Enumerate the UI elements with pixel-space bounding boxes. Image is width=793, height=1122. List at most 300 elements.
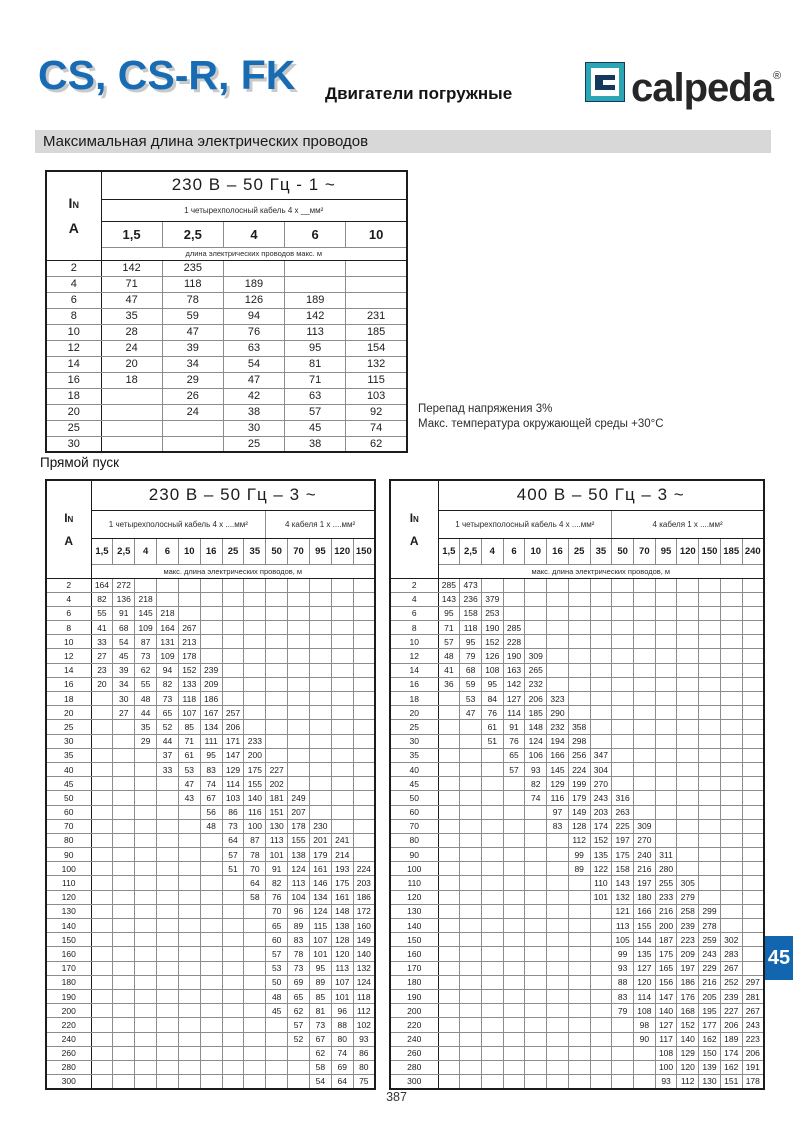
length-value-cell: 224 xyxy=(353,862,375,876)
length-value-cell: 278 xyxy=(699,919,721,933)
length-value-cell xyxy=(481,919,503,933)
length-value-cell xyxy=(677,621,699,635)
length-value-cell xyxy=(481,748,503,762)
length-value-cell xyxy=(113,819,135,833)
table-row xyxy=(390,692,764,706)
length-value-cell xyxy=(568,635,590,649)
length-value-cell xyxy=(222,1075,244,1089)
length-value-cell xyxy=(331,635,353,649)
length-value-cell xyxy=(288,692,310,706)
length-value-cell xyxy=(331,777,353,791)
length-value-cell xyxy=(547,904,569,918)
current-value-cell: 8 xyxy=(46,308,101,324)
length-value-cell: 101 xyxy=(331,989,353,1003)
length-value-cell xyxy=(547,663,569,677)
length-value-cell: 127 xyxy=(503,692,525,706)
length-value-cell xyxy=(222,649,244,663)
length-value-cell xyxy=(720,848,742,862)
length-value-cell xyxy=(720,791,742,805)
length-value-cell: 118 xyxy=(162,276,223,292)
length-value-cell: 29 xyxy=(162,372,223,388)
table-row xyxy=(46,635,375,649)
length-value-cell: 95 xyxy=(309,961,331,975)
length-value-cell xyxy=(331,692,353,706)
current-value-cell: 130 xyxy=(46,904,91,918)
length-value-cell xyxy=(525,819,547,833)
table-row xyxy=(390,805,764,819)
length-value-cell: 178 xyxy=(288,819,310,833)
length-value-cell xyxy=(200,578,222,592)
length-value-cell xyxy=(135,1060,157,1074)
length-value-cell xyxy=(222,890,244,904)
length-value-cell xyxy=(590,734,612,748)
length-value-cell xyxy=(547,876,569,890)
length-value-cell xyxy=(460,947,482,961)
length-value-cell: 114 xyxy=(222,777,244,791)
length-value-cell xyxy=(222,1004,244,1018)
length-value-cell xyxy=(178,606,200,620)
length-value-cell: 473 xyxy=(460,578,482,592)
length-value-cell xyxy=(353,578,375,592)
length-value-cell xyxy=(113,748,135,762)
length-value-cell: 140 xyxy=(244,791,266,805)
length-value-cell: 83 xyxy=(547,819,569,833)
length-value-cell xyxy=(244,904,266,918)
length-value-cell: 59 xyxy=(460,677,482,691)
length-value-cell xyxy=(288,677,310,691)
length-value-cell: 67 xyxy=(309,1032,331,1046)
length-value-cell xyxy=(612,1046,634,1060)
length-value-cell: 103 xyxy=(346,388,407,404)
length-value-cell xyxy=(200,1032,222,1046)
length-value-cell xyxy=(720,649,742,663)
length-value-cell: 150 xyxy=(699,1046,721,1060)
length-value-cell xyxy=(568,890,590,904)
length-value-cell xyxy=(244,578,266,592)
length-value-cell xyxy=(612,706,634,720)
length-value-cell xyxy=(503,805,525,819)
length-value-cell xyxy=(91,933,113,947)
length-value-cell: 82 xyxy=(157,677,179,691)
length-value-cell: 71 xyxy=(285,372,346,388)
length-value-cell: 33 xyxy=(91,635,113,649)
length-value-cell: 311 xyxy=(655,848,677,862)
length-value-cell: 109 xyxy=(135,621,157,635)
length-value-cell: 58 xyxy=(244,890,266,904)
length-value-cell: 197 xyxy=(677,961,699,975)
length-value-cell: 316 xyxy=(612,791,634,805)
length-value-cell xyxy=(460,890,482,904)
length-value-cell: 71 xyxy=(438,621,460,635)
length-value-cell: 26 xyxy=(162,388,223,404)
length-value-cell xyxy=(438,819,460,833)
length-value-cell xyxy=(677,720,699,734)
length-value-cell xyxy=(135,805,157,819)
length-value-cell: 99 xyxy=(612,947,634,961)
length-value-cell: 64 xyxy=(331,1075,353,1089)
length-value-cell: 189 xyxy=(720,1032,742,1046)
length-value-cell: 200 xyxy=(655,919,677,933)
length-value-cell xyxy=(178,933,200,947)
length-value-cell xyxy=(481,1018,503,1032)
length-value-cell xyxy=(353,805,375,819)
length-value-cell xyxy=(742,890,764,904)
length-value-cell xyxy=(590,904,612,918)
length-value-cell: 126 xyxy=(223,292,284,308)
length-value-cell: 142 xyxy=(503,677,525,691)
length-value-cell: 209 xyxy=(677,947,699,961)
length-value-cell xyxy=(742,791,764,805)
current-value-cell: 35 xyxy=(390,748,438,762)
length-value-cell xyxy=(720,862,742,876)
length-value-cell: 86 xyxy=(222,805,244,819)
length-value-cell: 51 xyxy=(481,734,503,748)
length-value-cell xyxy=(438,720,460,734)
length-value-cell xyxy=(178,1018,200,1032)
length-value-cell: 243 xyxy=(699,947,721,961)
length-value-cell xyxy=(222,692,244,706)
table-row xyxy=(390,1032,764,1046)
length-value-cell xyxy=(742,692,764,706)
length-value-cell xyxy=(633,1060,655,1074)
length-value-cell: 298 xyxy=(568,734,590,748)
length-value-cell: 116 xyxy=(547,791,569,805)
length-value-cell: 95 xyxy=(200,748,222,762)
length-value-cell xyxy=(266,1060,288,1074)
length-value-cell xyxy=(720,919,742,933)
current-symbol: IN xyxy=(64,510,74,525)
current-value-cell: 280 xyxy=(46,1060,91,1074)
length-value-cell xyxy=(633,791,655,805)
length-value-cell xyxy=(266,635,288,649)
length-value-cell: 86 xyxy=(353,1046,375,1060)
length-value-cell: 206 xyxy=(525,692,547,706)
length-value-cell xyxy=(178,578,200,592)
length-value-cell xyxy=(677,692,699,706)
table-row xyxy=(46,324,407,340)
length-value-cell: 243 xyxy=(590,791,612,805)
length-value-cell xyxy=(699,606,721,620)
length-value-cell xyxy=(178,862,200,876)
length-value-cell xyxy=(547,621,569,635)
length-value-cell: 218 xyxy=(157,606,179,620)
cross-section-header: 95 xyxy=(309,538,331,564)
length-value-cell xyxy=(481,876,503,890)
length-value-cell: 28 xyxy=(101,324,162,340)
measure-label: длина электрических проводов макс. м xyxy=(101,247,407,260)
length-value-cell: 124 xyxy=(525,734,547,748)
length-value-cell xyxy=(309,734,331,748)
length-value-cell xyxy=(612,692,634,706)
current-unit: A xyxy=(68,220,79,237)
length-value-cell xyxy=(113,904,135,918)
length-value-cell: 82 xyxy=(266,876,288,890)
length-value-cell xyxy=(438,748,460,762)
length-value-cell: 39 xyxy=(162,340,223,356)
length-value-cell xyxy=(113,1004,135,1018)
length-value-cell xyxy=(612,1018,634,1032)
length-value-cell xyxy=(113,890,135,904)
cross-section-header: 4 xyxy=(481,538,503,564)
length-value-cell xyxy=(568,649,590,663)
current-value-cell: 120 xyxy=(390,890,438,904)
length-value-cell xyxy=(568,677,590,691)
length-value-cell: 120 xyxy=(677,1060,699,1074)
current-symbol-subscript: N xyxy=(72,200,79,211)
length-value-cell xyxy=(309,578,331,592)
current-value-cell: 12 xyxy=(46,340,101,356)
length-value-cell: 111 xyxy=(200,734,222,748)
length-value-cell xyxy=(568,663,590,677)
length-value-cell: 290 xyxy=(547,706,569,720)
length-value-cell: 89 xyxy=(309,975,331,989)
length-value-cell xyxy=(568,989,590,1003)
length-value-cell: 63 xyxy=(223,340,284,356)
length-value-cell xyxy=(113,876,135,890)
length-value-cell xyxy=(266,663,288,677)
length-value-cell: 100 xyxy=(655,1060,677,1074)
length-value-cell xyxy=(200,876,222,890)
length-value-cell xyxy=(266,649,288,663)
length-value-cell xyxy=(222,947,244,961)
length-value-cell: 229 xyxy=(699,961,721,975)
current-value-cell: 180 xyxy=(46,975,91,989)
length-value-cell xyxy=(244,1004,266,1018)
table-row xyxy=(46,989,375,1003)
length-value-cell xyxy=(503,1060,525,1074)
length-value-cell xyxy=(677,706,699,720)
length-value-cell: 297 xyxy=(742,975,764,989)
length-value-cell xyxy=(612,748,634,762)
length-value-cell: 175 xyxy=(612,848,634,862)
length-value-cell xyxy=(460,961,482,975)
length-value-cell: 54 xyxy=(113,635,135,649)
length-value-cell: 309 xyxy=(525,649,547,663)
length-value-cell: 207 xyxy=(288,805,310,819)
length-value-cell: 161 xyxy=(331,890,353,904)
length-value-cell xyxy=(157,592,179,606)
length-value-cell xyxy=(309,663,331,677)
current-value-cell: 50 xyxy=(46,791,91,805)
length-value-cell: 113 xyxy=(266,833,288,847)
length-value-cell xyxy=(525,848,547,862)
length-value-cell xyxy=(438,876,460,890)
length-value-cell: 107 xyxy=(178,706,200,720)
length-value-cell xyxy=(223,260,284,276)
length-value-cell: 34 xyxy=(162,356,223,372)
length-value-cell xyxy=(200,1018,222,1032)
table-row xyxy=(46,791,375,805)
length-value-cell xyxy=(742,777,764,791)
length-value-cell xyxy=(309,635,331,649)
length-value-cell: 124 xyxy=(288,862,310,876)
length-value-cell: 69 xyxy=(288,975,310,989)
length-value-cell: 116 xyxy=(244,805,266,819)
length-value-cell: 75 xyxy=(353,1075,375,1089)
length-value-cell: 120 xyxy=(633,975,655,989)
length-value-cell xyxy=(309,677,331,691)
table-row xyxy=(46,578,375,592)
length-value-cell: 225 xyxy=(612,819,634,833)
table-row xyxy=(46,862,375,876)
length-value-cell xyxy=(353,621,375,635)
current-value-cell: 260 xyxy=(390,1046,438,1060)
length-value-cell xyxy=(590,1032,612,1046)
length-value-cell xyxy=(547,1004,569,1018)
length-value-cell xyxy=(503,1018,525,1032)
cross-section-header: 1,5 xyxy=(91,538,113,564)
table-row xyxy=(46,833,375,847)
length-value-cell: 193 xyxy=(331,862,353,876)
length-value-cell xyxy=(244,663,266,677)
length-value-cell xyxy=(503,819,525,833)
length-value-cell xyxy=(633,1075,655,1089)
length-value-cell: 167 xyxy=(200,706,222,720)
length-value-cell: 134 xyxy=(200,720,222,734)
length-value-cell: 85 xyxy=(178,720,200,734)
length-value-cell xyxy=(547,933,569,947)
length-value-cell xyxy=(135,1075,157,1089)
current-value-cell: 100 xyxy=(390,862,438,876)
length-value-cell: 54 xyxy=(309,1075,331,1089)
length-value-cell: 235 xyxy=(162,260,223,276)
length-value-cell: 80 xyxy=(353,1060,375,1074)
length-value-cell xyxy=(200,606,222,620)
length-value-cell xyxy=(244,692,266,706)
length-value-cell xyxy=(113,791,135,805)
length-value-cell: 152 xyxy=(481,635,503,649)
length-value-cell xyxy=(655,762,677,776)
table-row xyxy=(46,919,375,933)
length-value-cell xyxy=(742,606,764,620)
table-row xyxy=(390,947,764,961)
length-value-cell xyxy=(568,1060,590,1074)
table-row xyxy=(46,592,375,606)
length-value-cell xyxy=(438,777,460,791)
length-value-cell: 253 xyxy=(481,606,503,620)
length-value-cell xyxy=(460,748,482,762)
length-value-cell: 186 xyxy=(200,692,222,706)
table-row xyxy=(390,1060,764,1074)
length-value-cell xyxy=(720,876,742,890)
table-row xyxy=(46,649,375,663)
length-value-cell xyxy=(742,919,764,933)
length-value-cell: 114 xyxy=(503,706,525,720)
length-value-cell xyxy=(633,592,655,606)
length-value-cell: 73 xyxy=(157,692,179,706)
length-value-cell xyxy=(699,777,721,791)
current-header-cell xyxy=(390,480,438,578)
length-value-cell xyxy=(568,706,590,720)
cross-section-header: 4 xyxy=(223,221,284,247)
table-400v-3ph xyxy=(389,479,765,1090)
length-value-cell: 138 xyxy=(331,919,353,933)
length-value-cell: 60 xyxy=(266,933,288,947)
length-value-cell: 140 xyxy=(677,1032,699,1046)
length-value-cell xyxy=(91,819,113,833)
length-value-cell xyxy=(655,635,677,649)
length-value-cell xyxy=(699,734,721,748)
page-number: 387 xyxy=(386,1090,407,1104)
length-value-cell xyxy=(699,762,721,776)
table-row xyxy=(390,1004,764,1018)
table-row xyxy=(390,734,764,748)
length-value-cell xyxy=(353,848,375,862)
current-value-cell: 120 xyxy=(46,890,91,904)
length-value-cell: 59 xyxy=(162,308,223,324)
length-value-cell: 162 xyxy=(720,1060,742,1074)
length-value-cell: 76 xyxy=(266,890,288,904)
table-row xyxy=(390,677,764,691)
length-value-cell xyxy=(720,606,742,620)
current-value-cell: 110 xyxy=(46,876,91,890)
length-value-cell: 76 xyxy=(503,734,525,748)
table-row xyxy=(390,663,764,677)
length-value-cell xyxy=(633,692,655,706)
current-value-cell: 8 xyxy=(46,621,91,635)
length-value-cell xyxy=(222,904,244,918)
length-value-cell: 109 xyxy=(157,649,179,663)
length-value-cell: 68 xyxy=(113,621,135,635)
length-value-cell xyxy=(742,663,764,677)
length-value-cell: 124 xyxy=(353,975,375,989)
length-value-cell xyxy=(481,762,503,776)
cross-section-header: 6 xyxy=(157,538,179,564)
length-value-cell: 81 xyxy=(309,1004,331,1018)
length-value-cell: 47 xyxy=(178,777,200,791)
current-value-cell: 100 xyxy=(46,862,91,876)
cross-section-header: 35 xyxy=(590,538,612,564)
length-value-cell: 228 xyxy=(503,635,525,649)
length-value-cell xyxy=(612,734,634,748)
length-value-cell: 73 xyxy=(309,1018,331,1032)
current-value-cell: 14 xyxy=(390,663,438,677)
current-value-cell: 18 xyxy=(390,692,438,706)
length-value-cell: 83 xyxy=(612,989,634,1003)
length-value-cell xyxy=(590,1004,612,1018)
length-value-cell xyxy=(331,791,353,805)
table-row xyxy=(46,677,375,691)
current-value-cell: 110 xyxy=(390,876,438,890)
table-row xyxy=(46,961,375,975)
length-value-cell xyxy=(503,876,525,890)
length-value-cell xyxy=(113,1046,135,1060)
length-value-cell: 201 xyxy=(309,833,331,847)
table-row xyxy=(390,933,764,947)
length-value-cell xyxy=(720,890,742,904)
length-value-cell xyxy=(331,663,353,677)
length-value-cell: 112 xyxy=(568,833,590,847)
length-value-cell xyxy=(135,919,157,933)
length-value-cell: 132 xyxy=(346,356,407,372)
length-value-cell: 101 xyxy=(309,947,331,961)
length-value-cell xyxy=(266,677,288,691)
current-value-cell: 240 xyxy=(46,1032,91,1046)
length-value-cell xyxy=(309,606,331,620)
length-value-cell: 87 xyxy=(244,833,266,847)
cross-section-header: 4 xyxy=(135,538,157,564)
length-value-cell xyxy=(568,947,590,961)
table-row xyxy=(390,748,764,762)
length-value-cell xyxy=(244,592,266,606)
length-value-cell xyxy=(135,876,157,890)
length-value-cell xyxy=(346,260,407,276)
current-value-cell: 16 xyxy=(390,677,438,691)
length-value-cell xyxy=(285,260,346,276)
length-value-cell xyxy=(157,1075,179,1089)
length-value-cell xyxy=(742,833,764,847)
length-value-cell: 285 xyxy=(503,621,525,635)
